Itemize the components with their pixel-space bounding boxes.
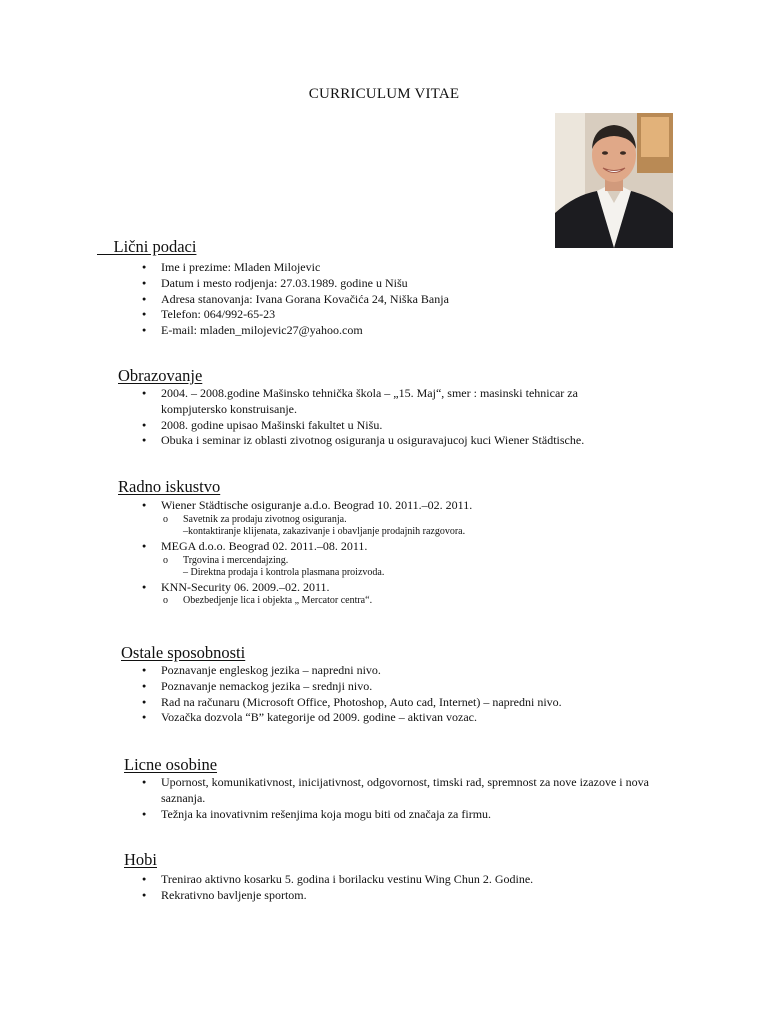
list-item: ● Poznavanje nemackog jezika – srednji nivo. [0, 679, 641, 695]
job-title: Wiener Städtische osiguranje a.d.o. Beograd 10. 2011.–02. 2011. [161, 498, 473, 512]
portrait-image [555, 113, 673, 248]
job-title: KNN-Security 06. 2009.–02. 2011. [161, 579, 330, 594]
list-item: ● Ime i prezime: Mladen Milojevic [0, 260, 641, 276]
job-details [161, 595, 641, 608]
list-item: ● Rad na računaru (Microsoft Office, Photoshop, Auto cad, Internet) – napredni nivo. [0, 695, 641, 711]
personal-traits-list [0, 775, 656, 822]
list-item: ● E-mail: mladen_milojevic27@yahoo.com [0, 323, 641, 339]
list-item: ● Vozačka dozvola “B” kategorije od 2009. godine – aktivan vozac. [0, 710, 641, 726]
job-title: MEGA d.o.o. Beograd 02. 2011.–08. 2011. [161, 538, 368, 553]
list-item: ● Upornost, komunikativnost, inicijativnost, odgovornost, timski rad, spremnost za nove izazove i nova saznanja. [0, 775, 656, 807]
profile-photo [555, 113, 673, 248]
list-item: ● Telefon: 064/992-65-23 [0, 307, 641, 323]
list-item: ● Rekrativno bavljenje sportom. [0, 888, 641, 904]
skills-list [0, 663, 641, 726]
job-item [0, 498, 641, 539]
section-heading-obrazovanje: Obrazovanje [118, 366, 203, 385]
personal-data-list [0, 260, 641, 339]
education-list [0, 386, 641, 449]
job-details [161, 514, 641, 527]
job-role: o Trgovina i mercendajzing. [161, 555, 641, 568]
job-item [0, 539, 641, 580]
section-heading-radno-iskustvo: Radno iskustvo [118, 477, 221, 496]
list-item: ● Adresa stanovanja: Ivana Gorana Kovačića 24, Niška Banja [0, 292, 641, 308]
section-heading-hobi: Hobi [124, 850, 157, 869]
job-role: o Obezbedjenje lica i objekta „ Mercator centra“. [161, 595, 641, 608]
job-note: – Direktna prodaja i kontrola plasmana proizvoda. [183, 567, 385, 579]
job-note: –kontaktiranje klijenata, zakazivanje i obavljanje prodajnih razgovora. [183, 526, 466, 538]
list-item: ● Težnja ka inovativnim rešenjima koja mogu biti od značaja za firmu. [0, 807, 656, 823]
job-role: o Savetnik za prodaju zivotnog osiguranja. [161, 514, 641, 527]
list-item: ● Obuka i seminar iz oblasti zivotnog osiguranja u osiguravajucoj kuci Wiener Städtische. [0, 433, 641, 449]
section-heading-licne-osobine: Licne osobine [124, 755, 218, 774]
list-item: ● Datum i mesto rodjenja: 27.03.1989. godine u Nišu [0, 276, 641, 292]
list-item: ● Trenirao aktivno kosarku 5. godina i borilacku vestinu Wing Chun 2. Godine. [0, 872, 641, 888]
section-heading-ostale-sposobnosti: Ostale sposobnosti [121, 643, 246, 662]
hobbies-list [0, 872, 641, 904]
list-item: ● 2004. – 2008.godine Mašinsko tehnička škola – „15. Maj“, smer : masinski tehnicar za kompjutersko konstruisanje. [0, 386, 641, 418]
page-title: CURRICULUM VITAE [308, 86, 460, 102]
section-heading-licni-podaci: Lični podaci [97, 237, 197, 256]
work-experience-list [0, 498, 641, 608]
job-details [161, 555, 641, 568]
job-item [0, 580, 641, 608]
list-item: ● Poznavanje engleskog jezika – napredni nivo. [0, 663, 641, 679]
list-item: ● 2008. godine upisao Mašinski fakultet u Nišu. [0, 418, 641, 434]
